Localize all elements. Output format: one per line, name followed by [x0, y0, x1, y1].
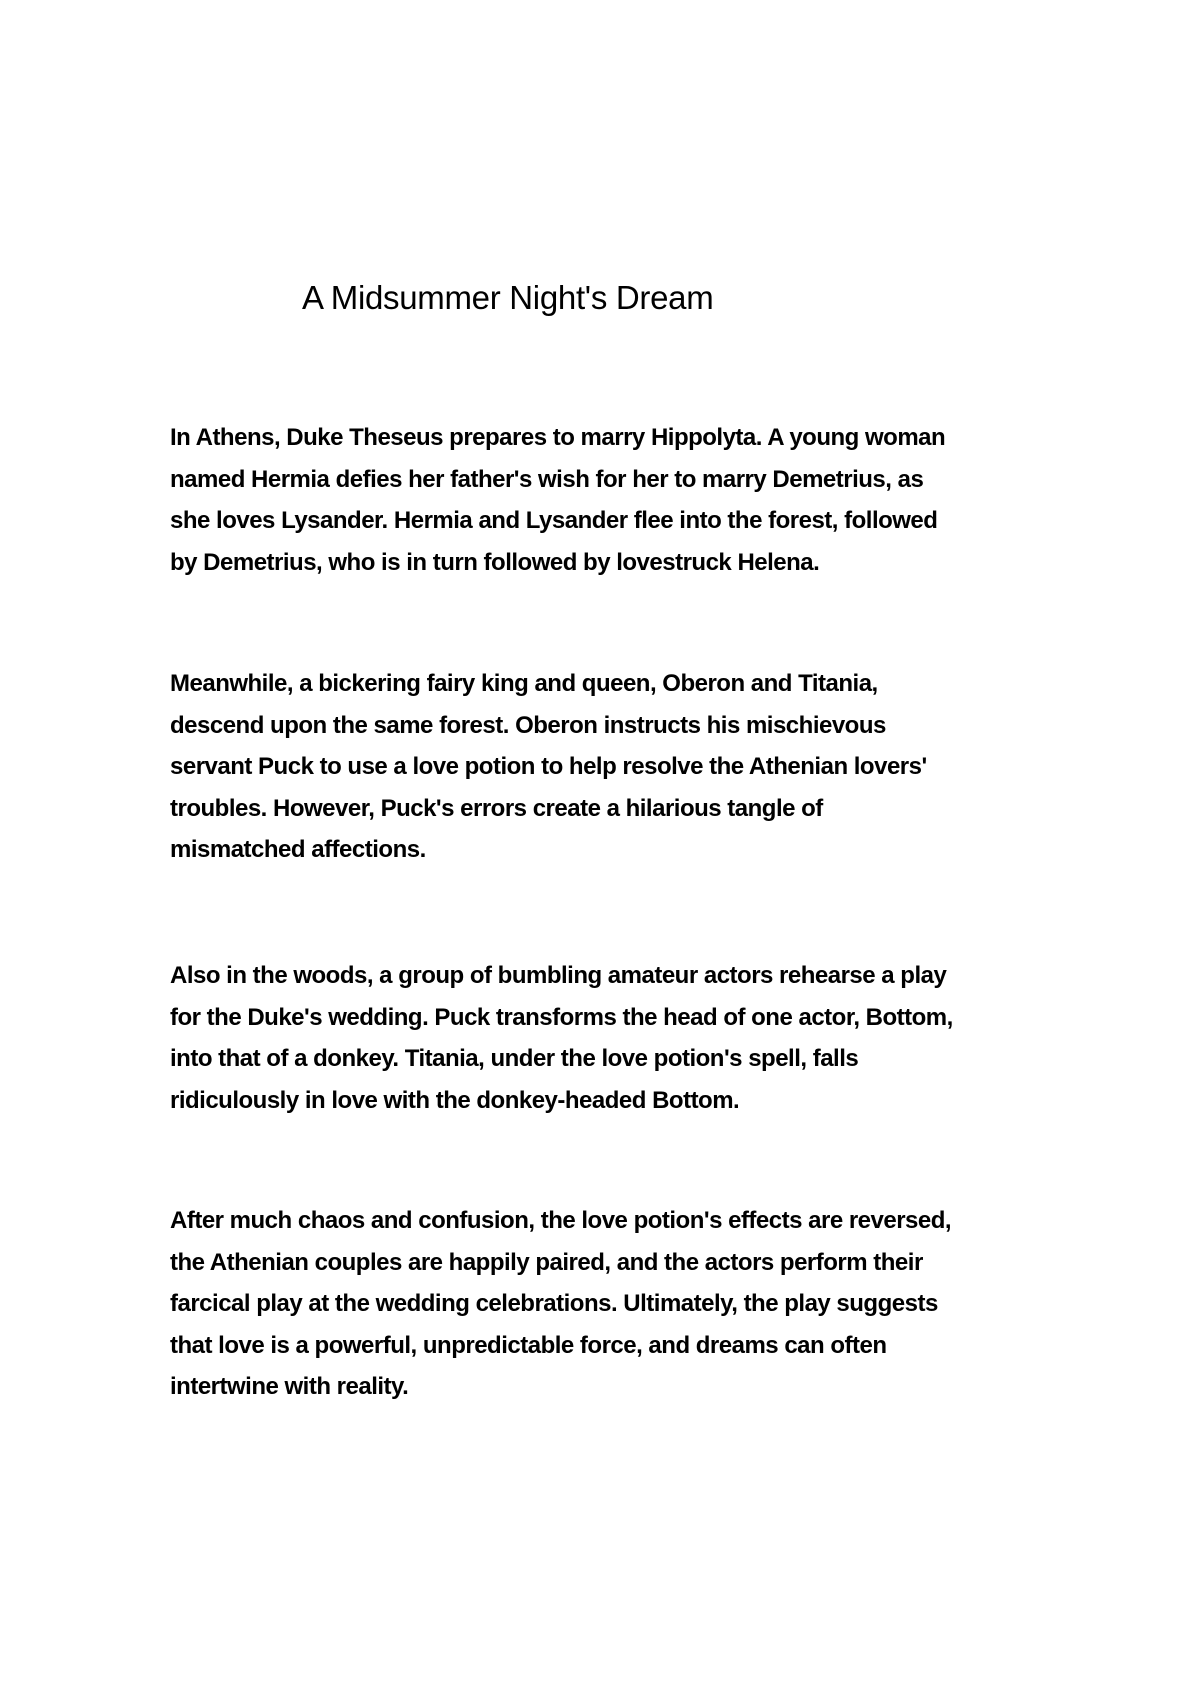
paragraph-line: mismatched affections.	[170, 836, 426, 863]
paragraph-2	[170, 663, 1030, 871]
paragraph-line: In Athens, Duke Theseus prepares to marry Hippolyta. A young woman	[170, 424, 946, 451]
paragraph-line: she loves Lysander. Hermia and Lysander flee into the forest, followed	[170, 507, 938, 534]
paragraph-1	[170, 417, 1030, 583]
document-title: A Midsummer Night's Dream	[302, 279, 714, 316]
paragraph-line: for the Duke's wedding. Puck transforms the head of one actor, Bottom,	[170, 1003, 953, 1031]
paragraph-3	[170, 955, 1030, 1121]
paragraph-line: farcical play at the wedding celebrations. Ultimately, the play suggests	[170, 1290, 938, 1317]
paragraph-line: that love is a powerful, unpredictable force, and dreams can often	[170, 1331, 887, 1359]
paragraph-4	[170, 1200, 1030, 1408]
paragraph-line: After much chaos and confusion, the love potion's effects are reversed,	[170, 1207, 952, 1234]
paragraph-line: servant Puck to use a love potion to help resolve the Athenian lovers'	[170, 753, 927, 780]
paragraph-line: named Hermia defies her father's wish for her to marry Demetrius, as	[170, 465, 924, 493]
paragraph-line: troubles. However, Puck's errors create a hilarious tangle of	[170, 794, 823, 822]
paragraph-line: intertwine with reality.	[170, 1373, 409, 1400]
paragraph-line: Also in the woods, a group of bumbling amateur actors rehearse a play	[170, 962, 947, 989]
paragraph-line: Meanwhile, a bickering fairy king and queen, Oberon and Titania,	[170, 670, 878, 697]
paragraph-line: descend upon the same forest. Oberon instructs his mischievous	[170, 711, 886, 739]
paragraph-line: the Athenian couples are happily paired, and the actors perform their	[170, 1248, 923, 1276]
paragraph-line: by Demetrius, who is in turn followed by lovestruck Helena.	[170, 548, 820, 576]
paragraph-line: ridiculously in love with the donkey-headed Bottom.	[170, 1086, 740, 1114]
paragraph-line: into that of a donkey. Titania, under the love potion's spell, falls	[170, 1045, 859, 1072]
